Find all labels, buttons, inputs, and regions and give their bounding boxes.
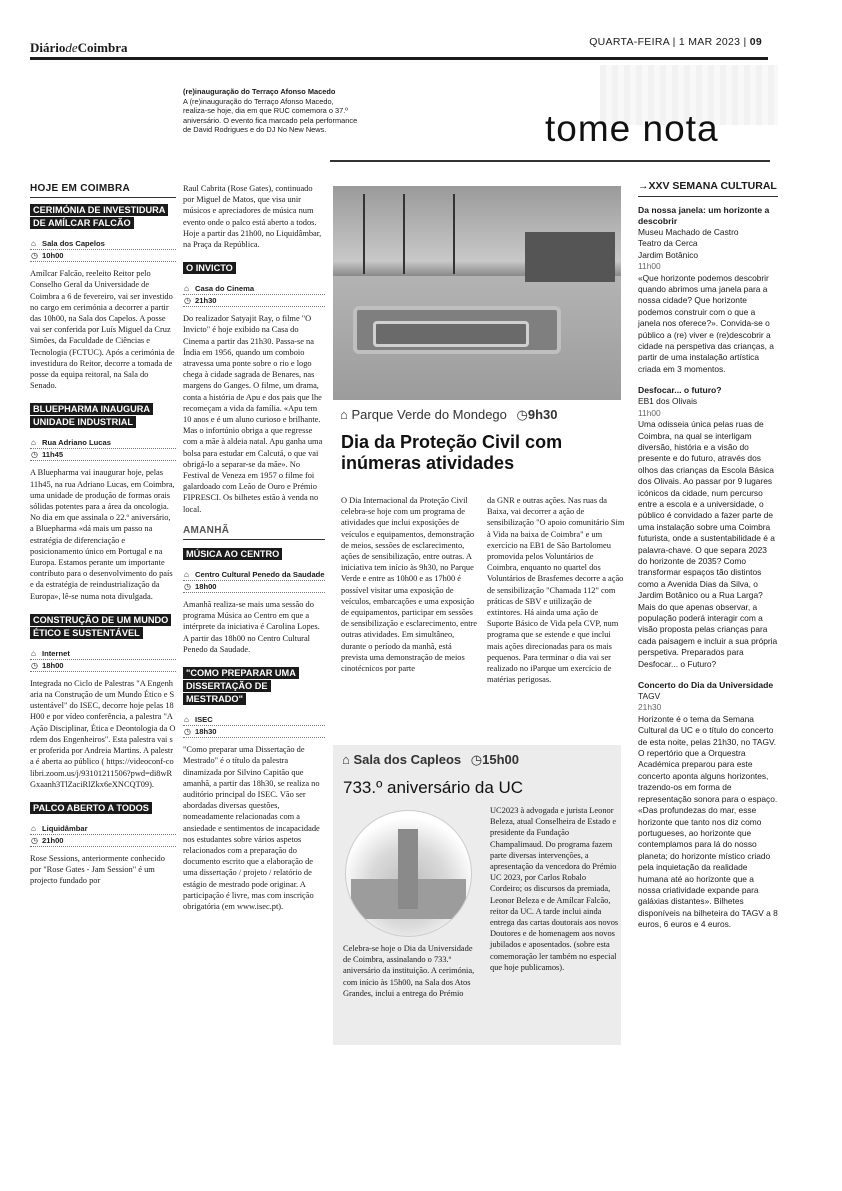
section-rule xyxy=(330,160,770,162)
protecao-civil-photo xyxy=(333,186,621,400)
feature1-col1: O Dia Internacional da Proteção Civil celebra-se hoje com um programa de atividades que inclui exposições de veículos e equipamentos, demonstração de meios, sessões de esclarecimento, ações de sensibilização, entre outras. A iniciativa tem início às 9h30, no Parque Verde e entre as 10h00 e as 17h00 é possível visitar uma exposição de veículos, embarcações e uma exposição de equipamentos, participar em sessões de sensibilização e esclarecimento, entre outras atividades. Em simultâneo, durante o período da manhã, está prevista uma demonstração de meios cinotécnicos por parte xyxy=(341,496,478,674)
event-title: BLUEPHARMA INAUGURA UNIDADE INDUSTRIAL xyxy=(30,403,153,428)
photo-tree xyxy=(453,194,455,274)
semana-item-concerto xyxy=(638,680,778,931)
home-icon: ⌂ xyxy=(184,570,189,580)
home-icon: ⌂ xyxy=(184,715,189,725)
clock-icon: ◷ xyxy=(31,835,38,845)
event-title: CERIMÓNIA DE INVESTIDURA DE AMÍLCAR FALCÃO xyxy=(30,204,168,229)
event-title: MÚSICA AO CENTRO xyxy=(183,548,282,560)
feature2-col2: UC2023 à advogada e jurista Leonor Beleza, atual Conselheira de Estado e presidente da Fundação Champalimaud. Do programa fazem parte diversas intervenções, a apresentação da vencedora do Prémio UC 2023, por Carlos Robalo Cordeiro; os discursos da premiada, Leonor Beleza e de Amílcar Falcão, reitor da UC. A tarde inclui ainda entrega das cartas doutorais aos novos Doutores e de homenagem aos novos jubilados e aposentados. (sobre esta comemoração ler também no especial que hoje publicamos). xyxy=(490,806,619,972)
item-title: Da nossa janela: um horizonte a descobrir xyxy=(638,205,770,226)
intro-text: A (re)inauguração do Terraço Afonso Macedo, realiza-se hoje, dia em que RUC comemora o 37.º aniversário. O evento fica marcado pela performance de David Rodrigues e do DJ No New News. xyxy=(183,96,358,135)
event-place: ISEC xyxy=(195,715,213,725)
feature1-location xyxy=(340,407,558,423)
event-meta xyxy=(30,238,176,262)
masthead-de: de xyxy=(65,40,78,55)
event-time: 10h00 xyxy=(42,251,64,261)
event-meta xyxy=(183,714,325,738)
home-icon: ⌂ xyxy=(31,438,36,448)
photo-tower xyxy=(398,829,418,909)
palco-continuation: Raul Cabrita (Rose Gates), continuado por Miguel de Matos, que visa unir músicos e apreciadores de música num evento onde o palco está aberto a todos. Hoje a partir das 21h00, no Liquidâmbar, na Praça da República. xyxy=(183,184,322,250)
hoje-rule xyxy=(30,197,176,198)
hoje-heading: HOJE EM COIMBRA xyxy=(30,183,131,194)
location-time: 15h00 xyxy=(482,752,519,767)
photo-tree xyxy=(403,194,405,274)
event-place: Internet xyxy=(42,648,70,658)
clock-icon: ◷ xyxy=(184,582,191,592)
home-icon: ⌂ xyxy=(31,239,36,249)
event-meta xyxy=(30,648,176,672)
home-icon: ⌂ xyxy=(342,752,350,767)
feature2-location xyxy=(342,752,519,768)
masthead-coimbra: Coimbra xyxy=(77,40,128,55)
event-meta xyxy=(183,569,325,593)
event-text: Amanhã realiza-se mais uma sessão do programa Música ao Centro em que a intérprete da iniciativa é Carolina Lopes. A partir das 18h00 no Centro Cultural Penedo da Saudade. xyxy=(183,600,320,654)
event-time: 11h45 xyxy=(42,450,64,460)
section-title: tome nota xyxy=(545,108,719,149)
semana-cultural-column xyxy=(638,180,778,931)
location-name: Sala dos Capleos xyxy=(353,752,462,767)
photo-truck xyxy=(525,232,615,282)
feature1-headline: Dia da Proteção Civil com inúmeras atividades xyxy=(341,432,563,473)
home-icon: ⌂ xyxy=(340,407,348,422)
event-text: A Bluepharma vai inaugurar hoje, pelas 11h45, na rua Adriano Lucas, em Coimbra, uma unidade de produção de formas orais sólidas potentes para a área da oncologia. No dia em que assinala o 22.º aniversário, a Bluepharma «dá mais um passo na estratégia de diferenciação e posicionamento único em Portugal e na Europa. Estamos perante um importante contributo para o desenvolvimento do país e da estratégia de reindustrialização da Europa», lê-se numa nota divulgada. xyxy=(30,468,175,601)
intro-title: (re)inauguração do Terraço Afonso Macedo xyxy=(183,87,336,96)
location-time: 9h30 xyxy=(527,407,558,422)
event-text: "Como preparar uma Dissertação de Mestrado" é o título da palestra dinamizada por Silvino Capitão que amanhã, a partir das 18h30, se realiza no auditório principal do ISEC. Vão ser abordadas diversas questões, nomeadamente relacionadas com a ansiedade e sentimentos de incapacidade nos estudantes sobre vários aspetos relacionados com a preparação do documento escrito que a elaboração de uma dissertação / projeto / relatório de estágio de mestrado pode originar. A participação é livre, mas com inscrição obrigatória (em www.isec.pt). xyxy=(183,745,320,911)
clock-icon: ◷ xyxy=(31,251,38,261)
event-palco xyxy=(30,802,176,887)
event-title: O INVICTO xyxy=(183,262,236,274)
item-text: Uma odisseia única pelas ruas de Coimbra, na qual se interligam diversão, história e a visão do presente e do futuro, através dos olhos das crianças da Escola Básica dos Olivais. Ao passar por 9 lugares icónicos da cidade, num percurso entre a escola e a universidade, o público é convidado a fazer parte de uma instalação sobre uma Coimbra futurista, onde a sustentabilidade é a palavra-chave. O que separa 2023 do horizonte de 2035? Como transformar espaços tão distintos como a Avenida Dias da Silva, o Jardim Botânico ou a Rua Larga? Mais do que apenas observar, a população poderá interagir com a visão proposta pelas crianças para cada paisagem e incluir a sua própria perspetiva. Preparados para Desfocar... o Futuro? xyxy=(638,419,778,669)
event-meta xyxy=(30,437,176,461)
masthead-diario: Diário xyxy=(30,40,66,55)
semana-heading xyxy=(638,180,778,192)
event-meta xyxy=(183,283,325,307)
event-text: Do realizador Satyajit Ray, o filme "O Invicto" é hoje exibido na Casa do Cinema a partir das 21h30. Passa-se na Índia em 1956, quando um comboio atravessa uma ponte sobre o rio e logo chega à cidade sagrada de Benares, nas margens do Ganges. O filme, um drama, conta a história de Apu e dos pais que lhe recomeçam a vida da família. «Apu tem 10 anos e é um aluno curioso e brilhante. Mas o infortúnio obriga a que regresse com a mãe à aldeia natal. Apu ganha uma bolsa para estudar em Calcutá, o que vai obrigá-lo a separar-se da mãe». No Festival de Veneza em 1957 o filme foi galardoado com Leão de Ouro e Prémio FIPRESCI. Os bilhetes estão à venda no local. xyxy=(183,314,323,514)
item-text: Horizonte é o tema da Semana Cultural da UC e o título do concerto de esta noite, pelas 21h30, no TAGV. O repertório que a Orquestra Académica preparou para este concerto aponta alguns horizontes, trazendo-os em forma de representação sonora para o espaço. «Das profundezas do mar, esse horizonte que tanto nos diz como portugueses, ao horizonte que contemplamos para lá do nosso planeta; do horizonte místico criado pela inquietação da realidade humana até ao horizonte que a nossa criatividade expande para galáxias distantes». Bilhetes disponíveis na bilheteira do TAGV a 8 euros, 6 euros e 4 euros. xyxy=(638,713,778,930)
clock-icon: ◷ xyxy=(184,296,191,306)
photo-pool-inner xyxy=(373,321,529,347)
photo-tree xyxy=(363,194,365,274)
university-tower-photo xyxy=(345,810,472,937)
event-text: Integrada no Ciclo de Palestras "A Engenharia na Construção de um Mundo Ético e Sustentável" do ISEC, decorre hoje pelas 18H00 e por vídeo conferência, a palestra "A Ação Disciplinar, Ética e Deontologia da Ordem dos Engenheiros". Esta palestra vai ser proferida por Andreia Martins. A palestra é aberta ao público ( https://videoconf-colibri.zoom.us/j/93101211506?pwd=di8wRGxaanh3TlZaciRlZkx6eXNCQT09). xyxy=(30,678,176,789)
semana-item-janela xyxy=(638,205,778,375)
event-place: Rua Adriano Lucas xyxy=(42,438,111,448)
home-icon: ⌂ xyxy=(184,284,189,294)
intro-block xyxy=(183,87,358,135)
item-title: Concerto do Dia da Universidade xyxy=(638,680,774,691)
item-time: 11h00 xyxy=(638,407,661,418)
event-meta xyxy=(30,823,176,847)
arrow-icon: → xyxy=(638,180,649,192)
semana-item-desfocar xyxy=(638,385,778,670)
event-text: Rose Sessions, anteriormente conhecido por "Rose Gates - Jam Session" é um projecto fundado por xyxy=(30,853,165,886)
event-bluepharma xyxy=(30,403,176,601)
dateline xyxy=(589,36,762,48)
event-musica xyxy=(183,548,325,655)
masthead xyxy=(30,40,128,56)
item-time: 21h30 xyxy=(638,702,662,713)
clock-icon: ◷ xyxy=(31,660,38,670)
amanha-heading: AMANHÃ xyxy=(183,524,230,536)
semana-title: XXV SEMANA CULTURAL xyxy=(648,180,777,192)
event-time: 18h00 xyxy=(42,660,64,670)
event-time: 21h30 xyxy=(195,296,217,306)
item-place: TAGV xyxy=(638,691,661,702)
amanha-rule xyxy=(183,539,325,540)
event-invicto xyxy=(183,262,325,515)
feature1-col2: da GNR e outras ações. Nas ruas da Baixa, vai decorrer a ação de sensibilização "O apoio comunitário Sim à Vida na baixa de Coimbra" e um exercício na EB1 de São Bartolomeu promovida pelos Voluntários de Coimbra, enquanto no quartel dos Voluntários de Brasfemes decorre a ação de sensibilização "Chamada 112" com práticas de SBV e utilização de extintores. Há ainda uma ação de Suporte Básico de Vida pela CVP, num programa que se estende e que inclui mais ações direcionadas para os mais pequenos. Para terminar o dia vai ser realizado no iParque um exercício de matérias perigosas. xyxy=(487,496,625,685)
header-rule xyxy=(30,57,768,60)
home-icon: ⌂ xyxy=(31,823,36,833)
date-text: QUARTA-FEIRA | 1 MAR 2023 | xyxy=(589,36,747,48)
column-1 xyxy=(30,183,176,887)
event-dissertacao xyxy=(183,667,325,912)
event-title: CONSTRUÇÃO DE UM MUNDO ÉTICO E SUSTENTÁVEL xyxy=(30,614,171,639)
feature2-headline: 733.º aniversário da UC xyxy=(343,778,524,797)
location-name: Parque Verde do Mondego xyxy=(351,407,507,422)
event-title: PALCO ABERTO A TODOS xyxy=(30,802,152,814)
event-title: "COMO PREPARAR UMA DISSERTAÇÃO DE MESTRADO" xyxy=(183,667,299,705)
event-place: Casa do Cinema xyxy=(195,284,255,294)
event-place: Liquidâmbar xyxy=(42,823,88,833)
page-number: 09 xyxy=(749,36,762,48)
item-place: Museu Machado de Castro Teatro da Cerca Jardim Botânico xyxy=(638,227,739,260)
globe-icon: ⌂ xyxy=(31,648,36,658)
event-time: 18h30 xyxy=(195,727,217,737)
clock-icon: ◷ xyxy=(184,727,191,737)
clock-icon: ◷ xyxy=(470,752,483,767)
event-time: 18h00 xyxy=(195,582,217,592)
column-2 xyxy=(183,183,325,912)
event-place: Centro Cultural Penedo da Saudade xyxy=(195,570,325,580)
event-construcao xyxy=(30,614,176,790)
item-title: Desfocar... o futuro? xyxy=(638,385,722,396)
feature2-col1: Celebra-se hoje o Dia da Universidade de Coimbra, assinalando o 733.º aniversário da instituição. A cerimónia, com início às 15h00, na Sala dos Atos Grandes, inclui a entrega do Prémio xyxy=(343,944,475,998)
event-time: 21h00 xyxy=(42,835,64,845)
item-place: EB1 dos Olivais xyxy=(638,396,698,407)
clock-icon: ◷ xyxy=(516,407,528,422)
event-text: Amílcar Falcão, reeleito Reitor pelo Conselho Geral da Universidade de Coimbra a 6 de fevereiro, vai ser investido no cargo em cerimónia a decorrer a partir das 10h00, na Sala dos Capelos. A posse vai ser conferida por Luís Miguel da Cruz Simões, da Faculdade de Ciências e Tecnologia (FCTUC). Após a cerimónia de investidura do Reitor, decorre a tomada de posse da equipa reitoral, na Sala do Senado. xyxy=(30,269,175,391)
clock-icon: ◷ xyxy=(31,450,38,460)
item-text: «Que horizonte podemos descobrir quando abrimos uma janela para a nossa cidade? Que horizonte podemos construir com o que a janela nos oferece?». Convida-se o público a (re) viver e (re)descobrir a cidade na perspetiva das crianças, a partir de uma instalação artística criada em 3 momentos. xyxy=(638,272,774,374)
item-time: 11h00 xyxy=(638,261,661,272)
semana-rule xyxy=(638,196,778,197)
event-investidura xyxy=(30,204,176,391)
event-place: Sala dos Capelos xyxy=(42,239,105,249)
